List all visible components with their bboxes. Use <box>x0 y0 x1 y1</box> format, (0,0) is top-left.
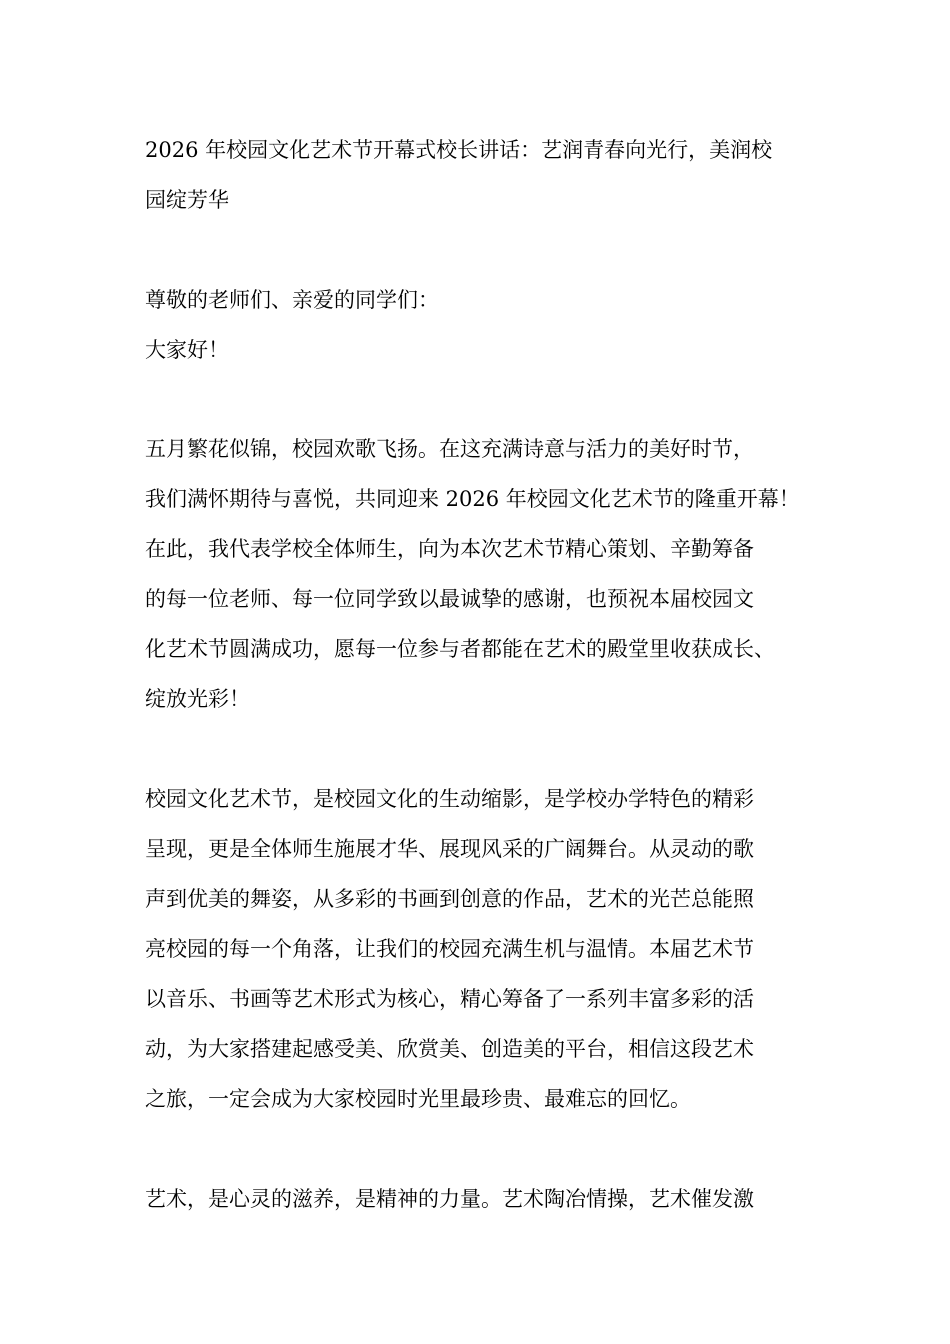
paragraph-3-line-1: 艺术，是心灵的滋养，是精神的力量。艺术陶冶情操，艺术催发激 <box>145 1187 754 1211</box>
paragraph-2-line-4: 亮校园的每一个角落，让我们的校园充满生机与温情。本届艺术节 <box>145 937 754 961</box>
paragraph-1-line-4: 的每一位老师、每一位同学致以最诚挚的感谢，也预祝本届校园文 <box>145 587 754 611</box>
document-title-line-1: 2026 年校园文化艺术节开幕式校长讲话：艺润青春向光行，美润校 <box>145 138 773 162</box>
greeting: 大家好！ <box>145 338 229 362</box>
paragraph-1-line-2: 我们满怀期待与喜悦，共同迎来 2026 年校园文化艺术节的隆重开幕！ <box>145 487 800 511</box>
paragraph-2-line-7: 之旅，一定会成为大家校园时光里最珍贵、最难忘的回忆。 <box>145 1087 691 1111</box>
paragraph-1-line-5: 化艺术节圆满成功，愿每一位参与者都能在艺术的殿堂里收获成长、 <box>145 637 775 661</box>
paragraph-2-line-2: 呈现，更是全体师生施展才华、展现风采的广阔舞台。从灵动的歌 <box>145 837 754 861</box>
paragraph-2-line-5: 以音乐、书画等艺术形式为核心，精心筹备了一系列丰富多彩的活 <box>145 987 754 1011</box>
paragraph-2-line-1: 校园文化艺术节，是校园文化的生动缩影，是学校办学特色的精彩 <box>145 787 754 811</box>
paragraph-1-line-3: 在此，我代表学校全体师生，向为本次艺术节精心策划、辛勤筹备 <box>145 537 754 561</box>
paragraph-1-line-1: 五月繁花似锦，校园欢歌飞扬。在这充满诗意与活力的美好时节， <box>145 437 754 461</box>
paragraph-2-line-3: 声到优美的舞姿，从多彩的书画到创意的作品，艺术的光芒总能照 <box>145 887 754 911</box>
paragraph-2-line-6: 动，为大家搭建起感受美、欣赏美、创造美的平台，相信这段艺术 <box>145 1037 754 1061</box>
paragraph-1-line-6: 绽放光彩！ <box>145 687 250 711</box>
salutation: 尊敬的老师们、亲爱的同学们： <box>145 288 439 312</box>
document-title-line-2: 园绽芳华 <box>145 188 229 212</box>
